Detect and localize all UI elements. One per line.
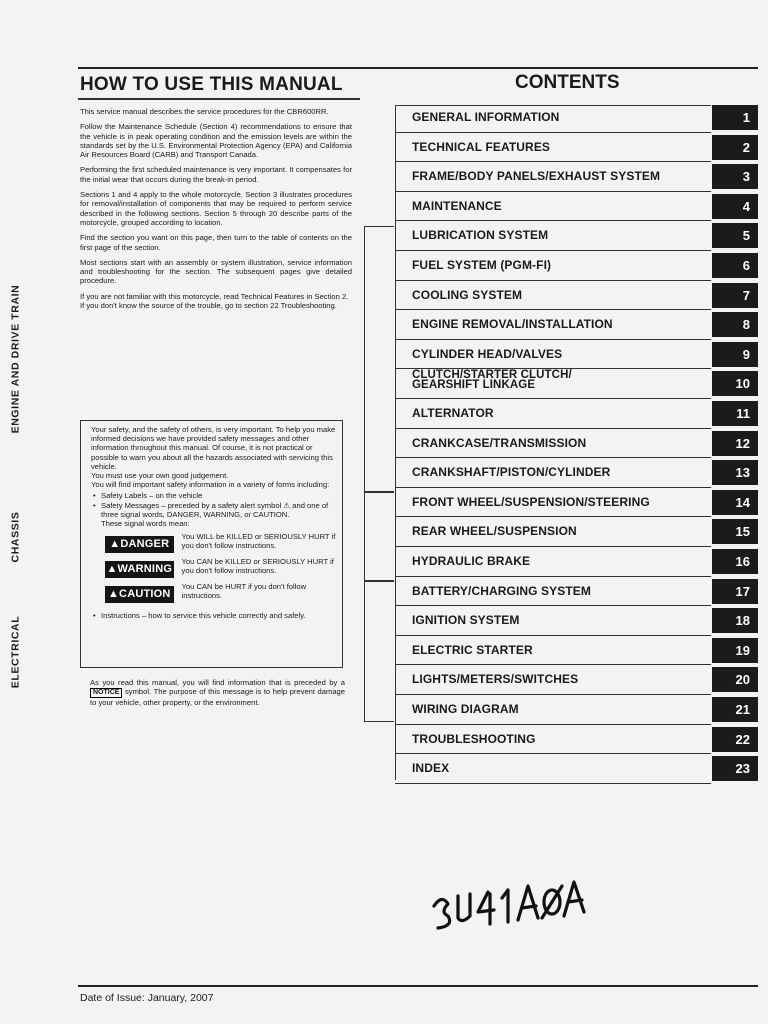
section-title-line: IGNITION SYSTEM	[412, 613, 520, 628]
section-number-tab: 21	[712, 697, 758, 722]
section-title	[412, 554, 530, 568]
bottom-rule	[78, 985, 758, 987]
section-title	[412, 732, 536, 746]
section-number-tab: 1	[712, 105, 758, 130]
intro-text	[80, 107, 352, 316]
chassis-group-label: CHASSIS	[9, 511, 22, 562]
section-title	[412, 406, 494, 420]
section-title-line: CLUTCH/STARTER CLUTCH/	[412, 369, 572, 382]
notice-text-after: symbol. The purpose of this message is to help prevent damage to your vehicle, other property, or the environment.	[90, 687, 345, 708]
safety-list	[91, 491, 336, 519]
contents-row	[395, 488, 758, 518]
electrical-group-label: ELECTRICAL	[9, 615, 21, 688]
section-number-tab: 3	[712, 164, 758, 189]
section-title	[412, 495, 650, 509]
section-title-line: REAR WHEEL/SUSPENSION	[412, 524, 577, 539]
section-title-line: WIRING DIAGRAM	[412, 702, 519, 716]
notice-paragraph	[90, 678, 345, 708]
section-title	[412, 110, 559, 124]
caution-text: You CAN be HURT if you don't follow instructions.	[181, 582, 307, 601]
section-number-tab: 17	[712, 579, 758, 604]
section-number-tab: 20	[712, 667, 758, 692]
section-number-tab: 9	[712, 342, 758, 367]
intro-paragraph: Performing the first scheduled maintenance is very important. It compensates for the initial wear that occurs during the break-in period.	[80, 165, 352, 184]
contents-row	[395, 310, 758, 340]
left-title-rule	[78, 98, 360, 100]
contents-row	[395, 517, 758, 547]
section-title-line: COOLING SYSTEM	[412, 287, 523, 302]
notice-text-before: As you read this manual, you will find information that is preceded by a	[90, 678, 345, 687]
contents-row	[395, 192, 758, 222]
contents-row	[395, 725, 758, 755]
section-number-tab: 19	[712, 638, 758, 663]
engine-group-label: ENGINE AND DRIVE TRAIN	[9, 284, 21, 434]
section-number-tab: 18	[712, 608, 758, 633]
intro-paragraph: Find the section you want on this page, then turn to the table of contents on the first page of the section.	[80, 233, 352, 252]
contents-row	[395, 340, 758, 370]
caution-badge: ▲CAUTION	[105, 586, 174, 603]
signal-danger	[91, 532, 336, 553]
contents-row	[395, 399, 758, 429]
section-number-tab: 5	[712, 223, 758, 248]
contents-row	[395, 577, 758, 607]
section-title	[412, 370, 572, 390]
section-title	[412, 228, 548, 242]
section-title	[412, 288, 522, 302]
section-number-tab: 16	[712, 549, 758, 574]
section-title-line: FRONT WHEEL/SUSPENSION/STEERING	[412, 494, 650, 509]
section-title-line: GEARSHIFT LINKAGE	[412, 379, 536, 392]
contents-row	[395, 369, 758, 399]
signal-warning	[91, 557, 336, 578]
contents-row	[395, 458, 758, 488]
section-number-tab: 6	[712, 253, 758, 278]
intro-paragraph: This service manual describes the service procedures for the CBR600RR.	[80, 107, 329, 116]
section-title-line: CRANKCASE/TRANSMISSION	[412, 435, 587, 450]
notice-symbol: NOTICE	[90, 688, 122, 698]
section-title-line: ALTERNATOR	[412, 406, 494, 420]
safety-bullet: • Safety Messages – preceded by a safety alert symbol ⚠ and one of three signal words, DANGER, WARNING, or CAUTION.	[101, 501, 336, 519]
section-title-line: LIGHTS/METERS/SWITCHES	[412, 672, 579, 687]
section-title-line: ELECTRIC STARTER	[412, 642, 533, 657]
warning-badge: ▲WARNING	[105, 561, 174, 578]
section-title	[412, 672, 578, 686]
intro-paragraph: Most sections start with an assembly or system illustration, service information and troubleshooting for the section. The subsequent pages give detailed procedure.	[80, 257, 352, 286]
section-title	[412, 140, 550, 154]
section-title	[412, 584, 591, 598]
section-title	[412, 199, 502, 213]
contents-title: CONTENTS	[515, 72, 620, 93]
intro-paragraph: If you don't know the source of the trouble, go to section 22 Troubleshooting.	[80, 301, 337, 311]
section-number-tab: 23	[712, 756, 758, 781]
section-title	[412, 613, 520, 627]
safety-list-instructions	[91, 611, 336, 620]
section-title-line: HYDRAULIC BRAKE	[412, 554, 531, 568]
section-number-tab: 4	[712, 194, 758, 219]
section-title	[412, 465, 610, 479]
contents-row	[395, 133, 758, 163]
section-number-tab: 11	[712, 401, 758, 426]
section-title-line: BATTERY/CHARGING SYSTEM	[412, 583, 591, 598]
danger-badge: ▲DANGER	[105, 536, 174, 553]
section-title-line: TROUBLESHOOTING	[412, 731, 536, 746]
electrical-group-box	[364, 581, 394, 722]
contents-row	[395, 281, 758, 311]
section-title	[412, 702, 519, 716]
section-title-line: CYLINDER HEAD/VALVES	[412, 346, 563, 361]
section-title-line: FUEL SYSTEM (PGM-FI)	[412, 258, 552, 272]
safety-bullet: • Instructions – how to service this vehicle correctly and safely.	[101, 611, 336, 620]
section-number-tab: 15	[712, 519, 758, 544]
how-to-use-title: HOW TO USE THIS MANUAL	[80, 74, 343, 95]
safety-text: You will find important safety information in a variety of forms including:	[91, 480, 330, 490]
engine-group-box	[364, 226, 394, 492]
section-number-tab: 8	[712, 312, 758, 337]
contents-row	[395, 695, 758, 725]
section-title-line: FRAME/BODY PANELS/EXHAUST SYSTEM	[412, 169, 661, 184]
section-title-line: CRANKSHAFT/PISTON/CYLINDER	[412, 465, 611, 480]
section-title-line: GENERAL INFORMATION	[412, 110, 560, 124]
signal-caution	[91, 582, 336, 603]
section-title-line: LUBRICATION SYSTEM	[412, 228, 549, 243]
contents-row	[395, 636, 758, 666]
contents-row	[395, 162, 758, 192]
contents-row	[395, 103, 758, 133]
contents-row	[395, 665, 758, 695]
intro-paragraph: Sections 1 and 4 apply to the whole motorcycle. Section 3 illustrates procedures for removal/installation of components that may be required to perform service described in the following sections. Section 5 through 20 describe parts of the motorcycle, grouped according to location.	[80, 190, 352, 227]
section-number-tab: 2	[712, 135, 758, 160]
chassis-group-box	[364, 492, 394, 581]
safety-box	[80, 420, 343, 668]
safety-bullet: • Safety Labels – on the vehicle	[101, 491, 336, 500]
section-title	[412, 524, 577, 538]
contents-row	[395, 251, 758, 281]
section-title-line: ENGINE REMOVAL/INSTALLATION	[412, 317, 613, 332]
contents-row	[395, 547, 758, 577]
section-number-tab: 7	[712, 283, 758, 308]
section-title-line: INDEX	[412, 761, 450, 776]
handwritten-code	[428, 868, 588, 938]
section-title	[412, 169, 660, 183]
section-number-tab: 22	[712, 727, 758, 752]
issue-date: Date of Issue: January, 2007	[80, 992, 214, 1004]
section-title	[412, 258, 551, 272]
warning-text: You CAN be KILLED or SERIOUSLY HURT if you don't follow instructions.	[181, 557, 334, 576]
top-rule	[78, 67, 758, 69]
danger-text: You WILL be KILLED or SERIOUSLY HURT if you don't follow instructions.	[181, 532, 336, 551]
row-divider	[395, 783, 711, 784]
section-title	[412, 347, 562, 361]
section-title	[412, 761, 449, 775]
section-number-tab: 10	[712, 371, 758, 396]
intro-paragraph: Follow the Maintenance Schedule (Section 4) recommendations to ensure that the vehicle is in peak operating condition and the emission levels are within the standards set by the U.S. Environmental Protection Agency (EPA) and California Air Resources Board (CARB) and Transport Canada.	[80, 122, 352, 160]
contents-row	[395, 221, 758, 251]
signal-intro: These signal words mean:	[101, 519, 190, 529]
section-number-tab: 13	[712, 460, 758, 485]
contents-row	[395, 429, 758, 459]
section-number-tab: 12	[712, 431, 758, 456]
section-title	[412, 317, 613, 331]
section-title	[412, 436, 586, 450]
section-number-tab: 14	[712, 490, 758, 515]
section-title	[412, 643, 533, 657]
section-title-line: TECHNICAL FEATURES	[412, 139, 551, 154]
safety-text: Your safety, and the safety of others, is very important. To help you make informed decisions we have provided safety messages and other information throughout this manual. Of course, it is not practical or possible to warn you about all the hazards associated with servicing this vehicle.	[91, 425, 336, 471]
contents-row	[395, 606, 758, 636]
safety-text: You must use your own good judgement.	[91, 471, 229, 481]
intro-paragraph: If you are not familiar with this motorcycle, read Technical Features in Section 2.	[80, 291, 349, 301]
section-title-line: MAINTENANCE	[412, 198, 502, 213]
contents-row	[395, 754, 758, 784]
